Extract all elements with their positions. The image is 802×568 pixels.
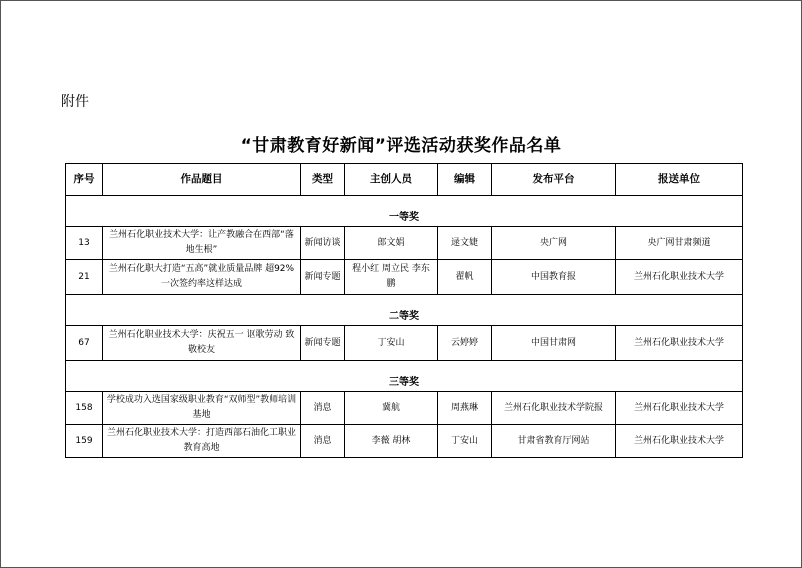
cell-type: 新闻访谈 <box>301 227 345 260</box>
cell-platform: 中国教育报 <box>492 260 616 295</box>
section-row-third-prize <box>66 361 743 392</box>
attachment-label: 附件 <box>61 94 89 110</box>
cell-title: 兰州石化职业技术大学：打造西部石油化工职业教育高地 <box>103 425 301 458</box>
awards-table <box>65 163 743 458</box>
cell-platform: 甘肃省教育厅网站 <box>492 425 616 458</box>
cell-title: 学校成功入选国家级职业教育“双师型”教师培训基地 <box>103 392 301 425</box>
cell-creators: 李薇 胡林 <box>345 425 438 458</box>
cell-editor: 丁安山 <box>438 425 492 458</box>
cell-type: 新闻专题 <box>301 260 345 295</box>
cell-platform: 兰州石化职业技术学院报 <box>492 392 616 425</box>
header-cell-type: 类型 <box>301 164 345 196</box>
cell-no: 158 <box>66 392 103 425</box>
table-row <box>66 326 743 361</box>
cell-unit: 兰州石化职业技术大学 <box>616 425 743 458</box>
section-label: 一等奖 <box>66 196 743 227</box>
cell-platform: 中国甘肃网 <box>492 326 616 361</box>
cell-editor: 逯文婕 <box>438 227 492 260</box>
table-header-row <box>66 164 743 196</box>
cell-creators: 丁安山 <box>345 326 438 361</box>
cell-unit: 央广网甘肃频道 <box>616 227 743 260</box>
cell-unit: 兰州石化职业技术大学 <box>616 326 743 361</box>
header-cell-creators: 主创人员 <box>345 164 438 196</box>
table-row <box>66 392 743 425</box>
section-row-first-prize <box>66 196 743 227</box>
cell-creators: 程小红 周立民 李东鹏 <box>345 260 438 295</box>
cell-unit: 兰州石化职业技术大学 <box>616 392 743 425</box>
header-cell-title: 作品题目 <box>103 164 301 196</box>
cell-platform: 央广网 <box>492 227 616 260</box>
cell-editor: 翟帆 <box>438 260 492 295</box>
cell-no: 13 <box>66 227 103 260</box>
cell-title: 兰州石化职大打造“五高”就业质量品牌 超92%一次签约率这样达成 <box>103 260 301 295</box>
header-cell-no: 序号 <box>66 164 103 196</box>
cell-creators: 郎文娟 <box>345 227 438 260</box>
cell-no: 67 <box>66 326 103 361</box>
cell-no: 21 <box>66 260 103 295</box>
cell-unit: 兰州石化职业技术大学 <box>616 260 743 295</box>
header-cell-editor: 编辑 <box>438 164 492 196</box>
section-label: 三等奖 <box>66 361 743 392</box>
table-row <box>66 260 743 295</box>
cell-no: 159 <box>66 425 103 458</box>
document-title: “甘肃教育好新闻”评选活动获奖作品名单 <box>240 136 562 156</box>
section-label: 二等奖 <box>66 295 743 326</box>
cell-type: 消息 <box>301 392 345 425</box>
cell-title: 兰州石化职业技术大学：让产教融合在西部“落地生根” <box>103 227 301 260</box>
header-cell-unit: 报送单位 <box>616 164 743 196</box>
cell-creators: 冀航 <box>345 392 438 425</box>
cell-type: 新闻专题 <box>301 326 345 361</box>
cell-type: 消息 <box>301 425 345 458</box>
table-row <box>66 425 743 458</box>
cell-title: 兰州石化职业技术大学：庆祝五一 讴歌劳动 致敬校友 <box>103 326 301 361</box>
cell-editor: 周燕琳 <box>438 392 492 425</box>
table-row <box>66 227 743 260</box>
cell-editor: 云婷婷 <box>438 326 492 361</box>
section-row-second-prize <box>66 295 743 326</box>
header-cell-platform: 发布平台 <box>492 164 616 196</box>
